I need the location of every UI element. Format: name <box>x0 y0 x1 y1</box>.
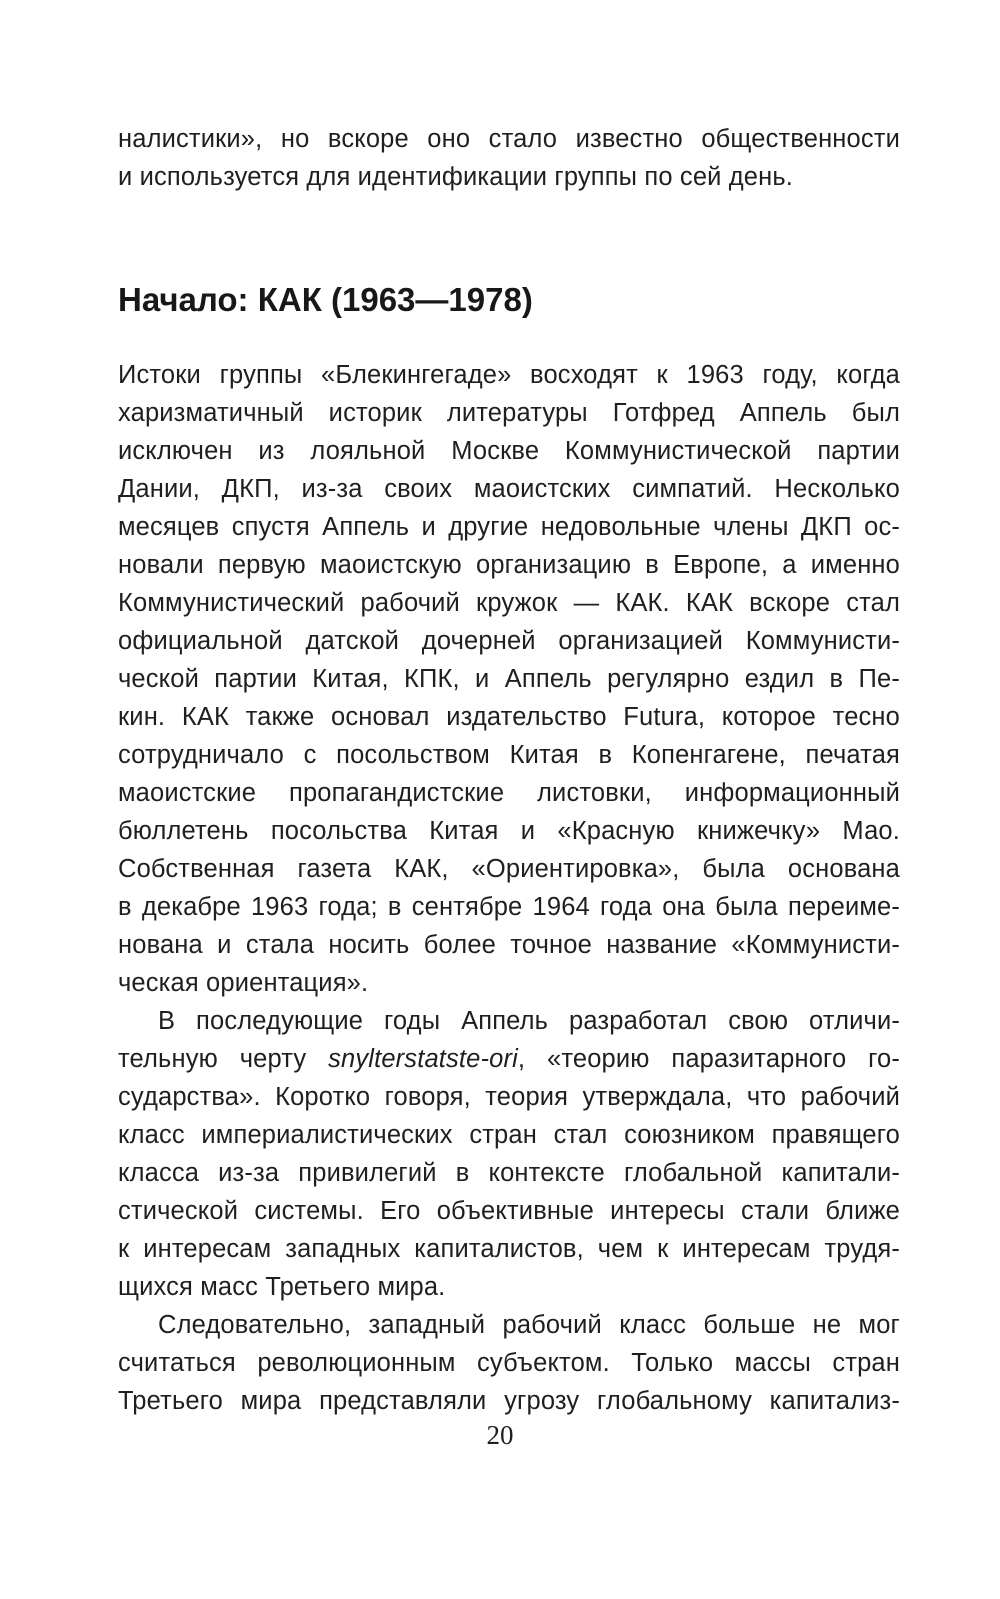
text-line: исключен из лояльной Москве Коммунистической партии <box>118 437 900 465</box>
text-line: в декабре 1963 года; в сентябре 1964 года она была переиме- <box>118 893 900 921</box>
text-line: класса из-за привилегий в контексте глобальной капитали- <box>118 1159 900 1187</box>
text-line: официальной датской дочерней организацией Коммунисти- <box>118 627 900 655</box>
italic-term: snylterstatste-ori <box>328 1045 518 1073</box>
text-line: кин. КАК также основал издательство Futura, которое тесно <box>118 703 900 731</box>
text-line: Коммунистический рабочий кружок — КАК. КАК вскоре стал <box>118 589 900 617</box>
text-run: тельную черту <box>118 1045 329 1073</box>
text-line: нована и стала носить более точное название «Коммунисти- <box>118 931 900 959</box>
text-run: , «теорию паразитарного го- <box>517 1045 900 1073</box>
page-number: 20 <box>486 1420 514 1450</box>
text-line: класс империалистических стран стал союзником правящего <box>118 1121 900 1149</box>
text-line: к интересам западных капиталистов, чем к интересам трудя- <box>118 1235 900 1263</box>
paragraph-3 <box>118 1306 900 1420</box>
intro-text-block <box>118 120 900 196</box>
text-line: ческой партии Китая, КПК, и Аппель регулярно ездил в Пе- <box>118 665 900 693</box>
text-line: Третьего мира представляли угрозу глобальному капитализ- <box>118 1387 900 1415</box>
text-line: и используется для идентификации группы по сей день. <box>118 163 794 191</box>
text-line: налистики», но вскоре оно стало известно общественности <box>118 125 900 153</box>
text-line: стической системы. Его объективные интересы стали ближе <box>118 1197 900 1225</box>
text-line: щихся масс Третьего мира. <box>118 1273 446 1301</box>
text-line: Истоки группы «Блекингегаде» восходят к 1963 году, когда <box>118 361 900 389</box>
paragraph-2 <box>118 1002 900 1306</box>
page-body <box>118 120 900 1560</box>
text-line: харизматичный историк литературы Готфред Аппель был <box>118 399 900 427</box>
paragraph-1 <box>118 356 900 1002</box>
text-line: месяцев спустя Аппель и другие недовольные члены ДКП ос- <box>118 513 900 541</box>
text-line: бюллетень посольства Китая и «Красную книжечку» Мао. <box>118 817 900 845</box>
text-line: считаться революционным субъектом. Только массы стран <box>118 1349 900 1377</box>
text-line: сотрудничало с посольством Китая в Копенгагене, печатая <box>118 741 900 769</box>
section-heading: Начало: КАК (1963—1978) <box>118 281 533 318</box>
text-line: маоистские пропагандистские листовки, информационный <box>118 779 900 807</box>
text-line: новали первую маоистскую организацию в Европе, а именно <box>118 551 900 579</box>
text-line: В последующие годы Аппель разработал свою отличи- <box>158 1007 900 1035</box>
text-line: Дании, ДКП, из-за своих маоистских симпатий. Несколько <box>118 475 900 503</box>
text-line: сударства». Коротко говоря, теория утверждала, что рабочий <box>118 1083 900 1111</box>
text-line-with-term <box>118 1040 900 1078</box>
text-line: Собственная газета КАК, «Ориентировка», была основана <box>118 855 900 883</box>
text-line: Следовательно, западный рабочий класс больше не мог <box>158 1311 900 1339</box>
text-line: ческая ориентация». <box>118 969 369 997</box>
